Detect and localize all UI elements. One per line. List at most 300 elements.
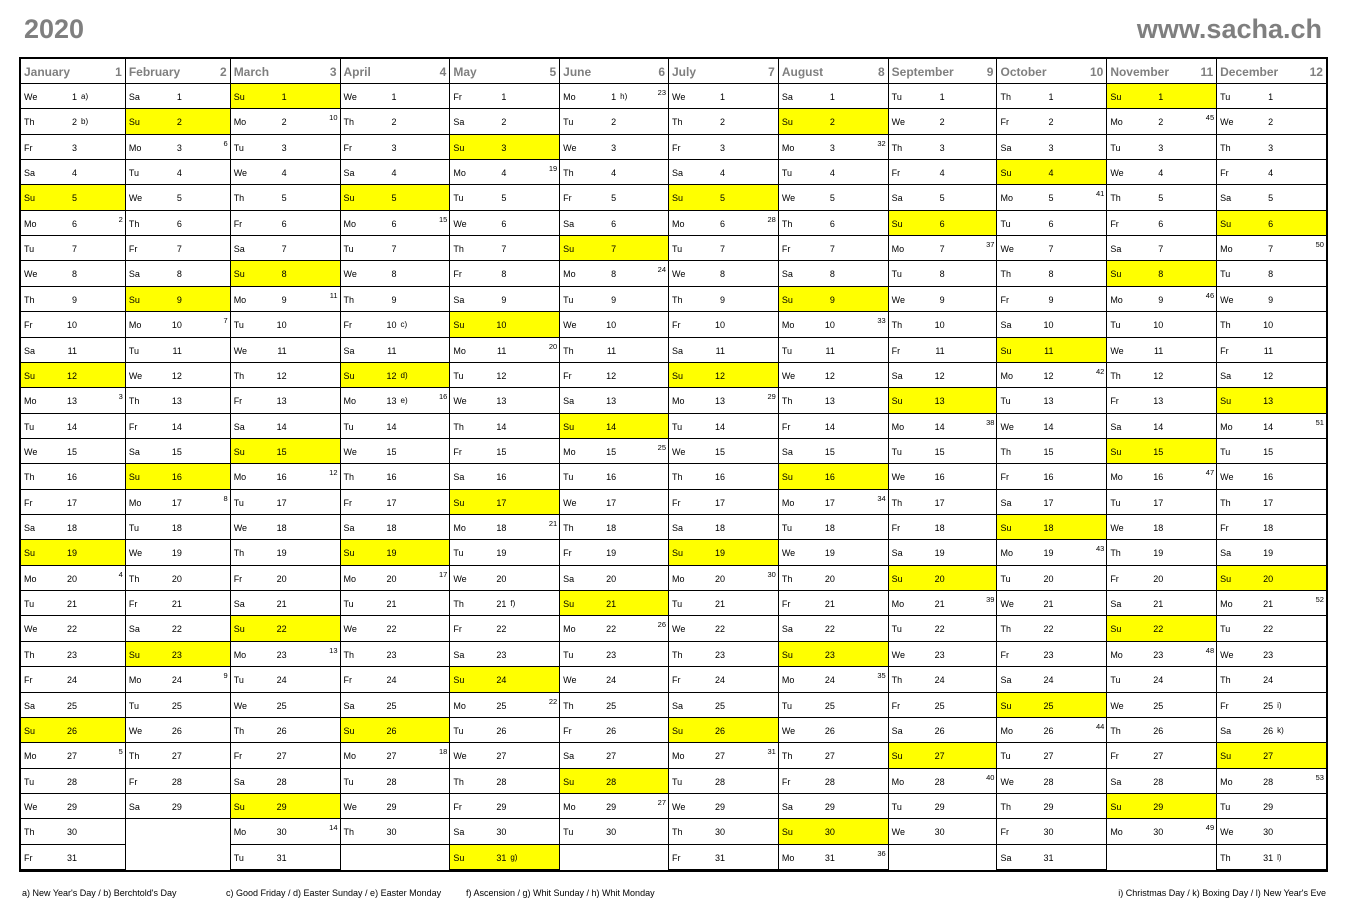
weekday-label: Tu [343, 244, 354, 255]
day-cell [669, 490, 778, 515]
day-number: 23 [496, 649, 507, 660]
day-number: 7 [501, 244, 507, 255]
day-number: 23 [276, 649, 287, 660]
day-number: 26 [1043, 725, 1054, 736]
weekday-label: Tu [24, 244, 35, 255]
day-cell [231, 185, 340, 210]
day-cell [450, 185, 559, 210]
day-cell [889, 667, 997, 692]
weekday-label: Mo [24, 396, 37, 407]
day-number: 21 [1263, 599, 1274, 610]
week-number: 3 [118, 392, 123, 402]
empty-cell [889, 845, 997, 870]
day-cell [997, 515, 1106, 540]
day-cell [997, 338, 1106, 363]
day-number: 8 [939, 269, 945, 280]
day-number: 31 [1263, 852, 1274, 863]
day-cell [669, 515, 778, 540]
day-cell [1217, 591, 1326, 616]
day-number: 9 [719, 294, 725, 305]
day-number: 3 [1158, 142, 1164, 153]
day-number: 27 [386, 751, 397, 762]
day-cell [889, 515, 997, 540]
weekday-label: Su [1220, 396, 1232, 407]
day-number: 27 [934, 751, 945, 762]
day-cell [779, 718, 888, 743]
month-january [21, 59, 126, 870]
day-cell [231, 845, 340, 870]
day-number: 10 [171, 320, 182, 331]
day-number: 16 [606, 472, 617, 483]
day-number: 27 [496, 751, 507, 762]
day-cell [231, 591, 340, 616]
month-header [1217, 59, 1326, 84]
day-number: 26 [934, 725, 945, 736]
month-header [231, 59, 340, 84]
weekday-label: Fr [781, 776, 791, 787]
weekday-label: Fr [24, 852, 33, 863]
day-number: 22 [1043, 624, 1054, 635]
day-cell [341, 185, 450, 210]
day-cell [341, 312, 450, 337]
day-number: 13 [276, 396, 287, 407]
week-number: 9 [223, 671, 228, 681]
weekday-label: Th [128, 573, 140, 584]
day-cell [889, 312, 997, 337]
day-number: 19 [276, 548, 287, 559]
month-name: October [1000, 65, 1047, 79]
day-number: 30 [66, 827, 77, 838]
weekday-label: Su [563, 421, 575, 432]
day-cell [21, 287, 125, 312]
day-number: 21 [66, 599, 77, 610]
weekday-label: Sa [24, 168, 36, 179]
day-number: 18 [66, 523, 77, 534]
day-cell [669, 261, 778, 286]
footnote-christmas: i) Christmas Day / k) Boxing Day / l) New Year's Eve [1118, 888, 1326, 898]
weekday-label: Fr [233, 573, 243, 584]
day-cell [560, 540, 668, 565]
weekday-label: Sa [1000, 675, 1012, 686]
day-cell [779, 363, 888, 388]
empty-cell [341, 845, 450, 870]
week-number: 48 [1205, 645, 1215, 655]
day-number: 23 [1043, 649, 1054, 660]
weekday-label: Sa [781, 92, 793, 102]
day-cell [341, 363, 450, 388]
weekday-label: Th [343, 649, 355, 660]
weekday-label: Sa [1220, 548, 1232, 559]
weekday-label: Mo [563, 269, 576, 280]
day-number: 10 [1043, 320, 1054, 331]
day-cell [126, 591, 230, 616]
day-number: 4 [1268, 168, 1274, 179]
weekday-label: Fr [672, 497, 681, 508]
day-number: 3 [1268, 142, 1274, 153]
month-february [126, 59, 231, 870]
day-number: 21 [714, 599, 725, 610]
day-number: 14 [386, 421, 397, 432]
weekday-label: Mo [781, 142, 795, 153]
day-cell [1217, 312, 1326, 337]
weekday-label: We [781, 370, 796, 381]
weekday-label: Th [891, 497, 903, 508]
day-number: 2 [611, 117, 617, 128]
weekday-label: Su [563, 776, 575, 787]
day-number: 7 [611, 244, 617, 255]
day-number: 14 [606, 421, 617, 432]
weekday-label: Su [672, 370, 684, 381]
day-number: 20 [824, 573, 835, 584]
day-cell [669, 718, 778, 743]
day-cell [779, 211, 888, 236]
day-cell [341, 261, 450, 286]
day-cell [1217, 769, 1326, 794]
day-cell [997, 667, 1106, 692]
day-number: 22 [714, 624, 725, 635]
day-number: 28 [714, 776, 725, 787]
weekday-label: Mo [233, 827, 247, 838]
day-cell [889, 261, 997, 286]
weekday-label: Th [343, 117, 355, 128]
weekday-label: Sa [233, 244, 245, 255]
day-cell [997, 566, 1106, 591]
month-number: 3 [329, 65, 337, 79]
week-number: 46 [1205, 290, 1215, 300]
day-number: 21 [1153, 599, 1164, 610]
weekday-label: Sa [343, 523, 355, 534]
weekday-label: Su [672, 193, 684, 204]
weekday-label: Th [1110, 370, 1121, 381]
day-cell [450, 363, 559, 388]
weekday-label: Fr [563, 725, 572, 736]
week-number: 17 [439, 569, 448, 579]
day-number: 14 [934, 421, 945, 432]
day-number: 5 [391, 193, 397, 204]
week-number: 43 [1095, 544, 1105, 554]
weekday-label: Th [24, 117, 35, 128]
day-number: 31 [276, 852, 287, 863]
week-number: 23 [657, 88, 666, 97]
weekday-label: We [24, 624, 38, 635]
weekday-label: We [781, 193, 796, 204]
day-number: 21 [386, 599, 397, 610]
month-header [997, 59, 1106, 84]
day-number: 20 [496, 573, 507, 584]
day-number: 31 [66, 852, 77, 863]
weekday-label: We [781, 725, 796, 736]
day-number: 8 [281, 269, 287, 280]
weekday-label: Mo [891, 244, 905, 255]
weekday-label: Tu [1000, 396, 1011, 407]
site-url: www.sacha.ch [1136, 14, 1322, 44]
month-number: 4 [439, 65, 447, 79]
day-cell [21, 515, 125, 540]
weekday-label: We [453, 218, 467, 229]
day-cell [889, 160, 997, 185]
weekday-label: Tu [1220, 624, 1231, 635]
day-cell [889, 718, 997, 743]
day-cell [997, 464, 1106, 489]
week-number: 13 [329, 645, 338, 655]
weekday-label: Fr [343, 142, 353, 153]
day-number: 2 [1158, 117, 1164, 128]
day-cell [126, 439, 230, 464]
day-number: 25 [934, 700, 945, 711]
day-number: 14 [1263, 421, 1274, 432]
day-number: 23 [171, 649, 182, 660]
weekday-label: Sa [891, 725, 903, 736]
month-number: 8 [877, 65, 885, 79]
weekday-label: Fr [128, 244, 138, 255]
weekday-label: Sa [453, 117, 465, 128]
empty-cell [126, 845, 230, 870]
day-number: 9 [829, 294, 835, 305]
weekday-label: Tu [453, 370, 464, 381]
day-number: 30 [1153, 827, 1164, 838]
day-cell [1217, 109, 1326, 134]
weekday-label: Fr [891, 523, 901, 534]
day-number: 1 [939, 92, 945, 102]
weekday-label: Tu [672, 599, 683, 610]
day-number: 17 [386, 497, 397, 508]
day-cell [21, 388, 125, 413]
weekday-label: Su [233, 624, 245, 635]
weekday-label: Mo [891, 599, 905, 610]
weekday-label: Sa [453, 294, 465, 305]
weekday-label: We [891, 827, 905, 838]
day-number: 27 [1043, 751, 1054, 762]
day-cell [560, 819, 668, 844]
weekday-label: We [672, 801, 686, 812]
weekday-label: Th [781, 396, 793, 407]
day-cell [779, 515, 888, 540]
day-cell [889, 819, 997, 844]
weekday-label: Su [1110, 92, 1122, 102]
day-cell [1217, 211, 1326, 236]
day-number: 4 [1048, 168, 1054, 179]
day-cell [779, 743, 888, 768]
day-number: 31 [1043, 852, 1054, 863]
day-number: 10 [66, 320, 77, 331]
day-cell [450, 642, 559, 667]
weekday-label: We [24, 446, 38, 457]
day-cell [669, 109, 778, 134]
day-cell [21, 109, 125, 134]
weekday-label: Sa [128, 801, 140, 812]
weekday-label: We [343, 446, 357, 457]
weekday-label: Sa [233, 776, 245, 787]
day-cell [450, 135, 559, 160]
day-cell [231, 819, 340, 844]
day-number: 24 [1263, 675, 1274, 686]
day-cell [21, 414, 125, 439]
day-cell [997, 693, 1106, 718]
weekday-label: Th [128, 218, 140, 229]
day-number: 4 [611, 168, 617, 179]
day-cell [779, 667, 888, 692]
day-cell [450, 718, 559, 743]
day-cell [1107, 312, 1216, 337]
day-cell [450, 591, 559, 616]
weekday-label: Tu [24, 421, 35, 432]
week-number: 53 [1315, 772, 1324, 782]
day-cell [450, 464, 559, 489]
footnote-easter: c) Good Friday / d) Easter Sunday / e) Easter Monday [226, 888, 442, 898]
weekday-label: Fr [453, 92, 462, 102]
weekday-label: We [128, 193, 143, 204]
weekday-label: Su [781, 294, 793, 305]
day-cell [231, 211, 340, 236]
week-number: 27 [657, 797, 666, 807]
day-number: 22 [386, 624, 397, 635]
day-cell [779, 566, 888, 591]
weekday-label: Tu [672, 244, 683, 255]
weekday-label: Tu [891, 801, 902, 812]
day-cell [126, 642, 230, 667]
day-number: 28 [66, 776, 77, 787]
weekday-label: Th [563, 345, 574, 356]
day-number: 29 [606, 801, 617, 812]
day-number: 11 [825, 345, 835, 356]
day-number: 16 [1043, 472, 1054, 483]
day-number: 13 [824, 396, 835, 407]
weekday-label: Mo [128, 497, 142, 508]
day-number: 6 [1158, 218, 1164, 229]
day-number: 15 [1153, 446, 1164, 457]
weekday-label: We [672, 624, 686, 635]
day-number: 25 [1263, 700, 1274, 711]
day-cell [779, 616, 888, 641]
week-number: 32 [877, 138, 886, 148]
day-number: 12 [714, 370, 725, 381]
day-number: 8 [71, 269, 77, 280]
day-number: 29 [934, 801, 945, 812]
weekday-label: Tu [672, 776, 683, 787]
week-number: 26 [657, 620, 666, 630]
day-number: 9 [71, 294, 77, 305]
day-cell [231, 388, 340, 413]
month-header [560, 59, 668, 84]
day-cell [126, 718, 230, 743]
week-number: 28 [767, 214, 776, 224]
day-cell [669, 743, 778, 768]
day-cell [1217, 287, 1326, 312]
weekday-label: Sa [24, 345, 36, 356]
day-cell [1107, 667, 1216, 692]
day-number: 9 [1268, 294, 1274, 305]
day-cell [126, 464, 230, 489]
week-number: 44 [1095, 721, 1105, 731]
day-cell [1217, 540, 1326, 565]
day-number: 5 [1268, 193, 1274, 204]
weekday-label: Fr [1000, 649, 1009, 660]
day-cell [889, 591, 997, 616]
weekday-label: We [1220, 472, 1234, 483]
day-number: 4 [719, 168, 725, 179]
weekday-label: Tu [1000, 218, 1011, 229]
day-number: 20 [1043, 573, 1054, 584]
day-cell [889, 236, 997, 261]
day-cell [560, 185, 668, 210]
day-cell [21, 84, 125, 109]
day-number: 5 [1158, 193, 1164, 204]
day-number: 28 [1043, 776, 1054, 787]
day-number: 23 [66, 649, 77, 660]
weekday-label: Tu [128, 345, 140, 356]
day-cell [1107, 769, 1216, 794]
day-number: 23 [606, 649, 617, 660]
day-cell [231, 718, 340, 743]
day-number: 7 [939, 244, 945, 255]
day-number: 6 [719, 218, 725, 229]
weekday-label: Fr [1220, 700, 1229, 711]
day-cell [669, 794, 778, 819]
day-number: 3 [939, 142, 945, 153]
weekday-label: Fr [1110, 751, 1119, 762]
day-cell [21, 338, 125, 363]
day-number: 14 [1153, 421, 1164, 432]
day-cell [560, 414, 668, 439]
day-cell [231, 794, 340, 819]
day-number: 16 [276, 472, 287, 483]
day-cell [341, 211, 450, 236]
day-number: 17 [66, 497, 77, 508]
day-number: 8 [501, 269, 507, 280]
weekday-label: Th [781, 218, 793, 229]
weekday-label: Th [343, 827, 355, 838]
day-number: 2 [1048, 117, 1054, 128]
day-cell [231, 261, 340, 286]
day-number: 25 [496, 700, 507, 711]
weekday-label: Fr [781, 599, 791, 610]
weekday-label: Su [24, 725, 36, 736]
day-number: 26 [496, 725, 507, 736]
month-name: December [1220, 65, 1279, 79]
day-number: 7 [281, 244, 287, 255]
day-cell [231, 439, 340, 464]
weekday-label: Th [233, 193, 245, 204]
weekday-label: Su [1000, 700, 1012, 711]
day-number: 18 [1043, 523, 1054, 534]
day-cell [1107, 135, 1216, 160]
week-number: 19 [548, 164, 558, 174]
weekday-label: Tu [1110, 497, 1121, 508]
day-number: 15 [1043, 446, 1054, 457]
day-cell [341, 642, 450, 667]
day-cell [1217, 84, 1326, 109]
day-cell [126, 566, 230, 591]
day-number: 4 [71, 168, 77, 179]
weekday-label: Sa [891, 548, 903, 559]
weekday-label: Sa [1110, 599, 1122, 610]
day-cell [341, 718, 450, 743]
day-number: 28 [276, 776, 287, 787]
day-number: 17 [171, 497, 182, 508]
weekday-label: We [24, 269, 38, 280]
day-cell [231, 312, 340, 337]
month-header [126, 59, 230, 84]
day-cell [21, 312, 125, 337]
footnote-pentecost: f) Ascension / g) Whit Sunday / h) Whit Monday [466, 888, 655, 898]
day-number: 1 [176, 92, 182, 102]
weekday-label: Tu [233, 852, 244, 863]
day-cell [1217, 819, 1326, 844]
day-number: 29 [496, 801, 507, 812]
day-number: 29 [66, 801, 77, 812]
day-cell [997, 794, 1106, 819]
weekday-label: Th [453, 421, 464, 432]
